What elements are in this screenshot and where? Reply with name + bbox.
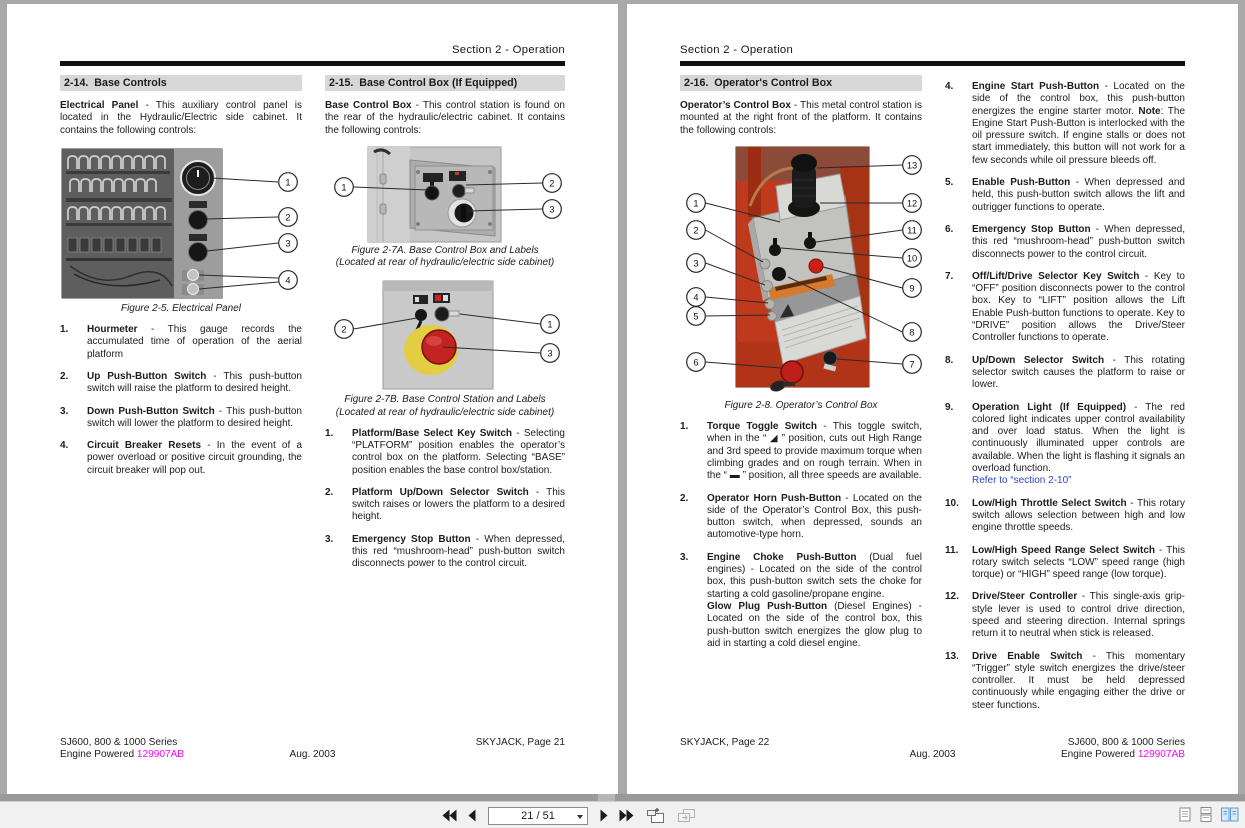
figure-2-5-caption: Figure 2-5. Electrical Panel [120,302,242,314]
callout-3 [279,234,298,253]
list-item-number: 6. [945,223,954,235]
callout-10 [903,249,922,268]
svg-text:11: 11 [907,225,917,236]
page21-column-2 [325,75,565,581]
callout-8 [903,323,922,342]
callout-2 [687,221,706,240]
callout-5 [687,307,706,326]
list-item-number: 3. [60,405,69,417]
figure-2-7b-caption: Figure 2-7B. Base Control Station and Labels (Located at rear of hydraulic/electric side cabinet) [335,394,555,418]
next-page-icon [599,809,609,822]
svg-text:2: 2 [549,178,555,189]
list-item-number: 10. [945,497,959,509]
callout-6 [687,353,706,372]
page-number-input[interactable] [488,807,588,825]
list-item [325,428,565,477]
list-item-text: Platform/Base Select Key Switch - Selecting “PLATFORM” position enables the operator’s control box on the platform. Selecting “BASE” position enables the base control box/station. [352,427,565,476]
page21-column-1 [60,75,302,487]
continuous-view-button[interactable] [1200,807,1212,822]
list-item [945,498,1185,535]
svg-text:4: 4 [693,292,699,303]
callout-13 [903,156,922,175]
list-item-text: Platform Up/Down Selector Switch - This switch raises or lowers the platform to a desired height. [352,486,565,523]
figure-2-7a-caption: Figure 2-7A. Base Control Box and Labels (Located at rear of hydraulic/electric side cabinet) [335,244,555,269]
list-item-number: 11. [945,544,959,556]
callout-2 [335,320,354,339]
running-header: Section 2 - Operation [451,44,565,56]
pdf-page-22 [627,4,1238,794]
list-item [325,534,565,571]
list-item [945,651,1185,712]
footer-date: Aug. 2003 [289,749,336,760]
list-item-number: 8. [945,354,954,366]
svg-text:3: 3 [549,204,555,215]
list-item-text: Low/High Speed Range Select Switch - This rotary switch selects “LOW” speed range (high torque) or “HIGH” speed range (low torque). [972,544,1185,581]
figure-2-7b-base-control-station-photo [325,278,565,392]
callout-9 [903,279,922,298]
callout-1 [335,178,354,197]
callout-7 [903,355,922,374]
list-item-text: Drive/Steer Controller - This single-axis grip-style lever is used to control drive direction, speed and steering direction. Internal springs return it to neutral when stick is released. [972,591,1185,640]
callout-12 [903,194,922,213]
footer-series: SJ600, 800 & 1000 Series Engine Powered 129907AB [60,737,185,760]
callout-4 [687,288,706,307]
list-item-number: 5. [945,177,954,189]
page-navigation [436,805,702,826]
new-window-button[interactable] [646,808,665,824]
list-item-text: Emergency Stop Button - When depressed, this red “mushroom-head” push-button switch disconnects power to the control circuit. [972,223,1186,260]
svg-text:2: 2 [285,212,291,223]
section-heading-2-14: 2-14. Base Controls [60,75,302,91]
svg-text:3: 3 [547,348,553,359]
page-view-modes [1179,807,1239,822]
svg-text:1: 1 [285,177,291,188]
svg-text:12: 12 [906,198,918,209]
intro-paragraph: Operator’s Control Box - This metal control station is mounted at the right front of the platform. It contains the following controls: [680,100,922,136]
cascade-windows-button[interactable] [677,808,696,823]
figure-2-7a-base-control-box-photo [325,146,565,243]
list-item [945,224,1185,261]
svg-text:9: 9 [909,283,915,294]
figure-2-8-caption: Figure 2-8. Operator’s Control Box [724,399,878,411]
footer-page-number: SKYJACK, Page 21 [475,737,565,748]
list-item-number: 1. [680,421,689,433]
list-item-text: Circuit Breaker Resets - In the event of a power overload or positive circuit grounding, the circuit breaker will pop out. [87,440,302,476]
callout-1 [279,173,298,192]
svg-text:8: 8 [909,327,915,338]
callout-3 [687,254,706,273]
svg-text:3: 3 [285,238,291,249]
two-page-view-button[interactable] [1221,807,1239,822]
list-item-number: 9. [945,401,954,413]
list-item-text: Up Push-Button Switch - This push-button switch will raise the platform to desired height. [87,370,302,395]
single-page-view-icon [1179,807,1191,822]
list-item-text: Down Push-Button Switch - This push-button switch will lower the platform to desired height. [87,405,302,429]
list-item-text: Operation Light (If Equipped) - The red colored light indicates upper control availability and over load status. When the light is continuously illuminated upper controls are available. When the light is flashing it signals an overload function. Refer to “section 2-10” [972,401,1185,487]
list-item [60,406,302,431]
list-item-number: 4. [945,81,954,92]
list-item-text: Low/High Throttle Select Switch - This rotary switch allows selection between high and low engine throttle speeds. [972,497,1186,534]
svg-text:5: 5 [693,311,699,322]
list-item-text: Torque Toggle Switch - This toggle switch, when in the “ ◢ ” position, cuts out High Range and 3rd speed to provide maximum torque when climbing grades and on rough terrain. When in the “ ▬ ” position, all three speeds are available. [707,421,922,482]
list-item [60,440,302,477]
page22-column-1 [680,75,922,660]
section-heading-2-16: 2-16. Operator's Control Box [680,75,922,91]
list-item [945,271,1185,345]
list-item [325,487,565,524]
list-item-number: 2. [60,370,69,382]
callout-2 [279,208,298,227]
list-item [945,177,1185,214]
single-page-view-button[interactable] [1179,807,1191,822]
header-rule [680,61,1185,66]
intro-paragraph: Base Control Box - This control station is found on the rear of the hydraulic/electric cabinet. It contains the following controls: [325,100,565,136]
callout-3 [543,200,562,219]
svg-text:1: 1 [547,319,553,330]
svg-text:1: 1 [693,198,699,209]
page-gap-shadow [598,794,615,801]
list-item [60,324,302,361]
running-header: Section 2 - Operation [680,44,794,56]
list-item [680,493,922,542]
list-item-number: 12. [945,591,959,603]
first-page-icon [441,809,457,822]
list-item-text: Engine Choke Push-Button (Dual fuel engines) - Located on the side of the control box, this push-button switch sets the choke for starting a cold gasoline/propane engine. Glow Plug Push-Button (Diesel Engines) - Located on the side of the control box, this push-button switch energizes the glow plug to aid in starting a cold diesel engine. [707,551,922,649]
list-item-number: 4. [60,440,69,452]
page-number-value: 21 / 51 [521,809,555,822]
callout-2 [543,174,562,193]
intro-paragraph: Electrical Panel - This auxiliary control panel is located in the Hydraulic/Electric side cabinet. It contains the following controls: [60,100,302,136]
svg-text:6: 6 [693,357,699,368]
callout-1 [687,194,706,213]
two-page-view-icon [1221,807,1239,822]
page-background-strip [0,794,1245,801]
footer-series: SJ600, 800 & 1000 Series Engine Powered 129907AB [1060,737,1185,760]
next-page-button[interactable] [599,809,609,823]
section-2-10-link[interactable]: Refer to “section 2-10” [972,475,1072,487]
list-item-text: Operator Horn Push-Button - Located on the side of the Operator’s Control Box, this push-button switch, when depressed, sounds an automotive-type horn. [707,492,922,541]
list-item-text: Engine Start Push-Button - Located on the side of the control box, this push-button energizes the engine starter motor. Note: The Engine Start Push-Button is interlocked with the oil pressure switch. If engine stalls or does not start immediately, this button will not work for a few seconds while oil pressure bleeds off. [972,81,1186,166]
svg-text:7: 7 [909,359,915,370]
page22-column-2 [945,81,1185,722]
svg-text:13: 13 [906,160,918,171]
figure-2-8-operators-control-box-photo [680,146,922,398]
list-item [945,81,1185,167]
list-item-number: 1. [325,427,334,439]
list-item-number: 13. [945,650,959,662]
list-item-number: 2. [325,486,334,498]
list-item-text: Enable Push-Button - When depressed and held, this push-button switch allows the lift and outrigger functions to operate. [972,177,1185,213]
list-item-text: Up/Down Selector Switch - This rotating selector switch causes the platform to raise or lower. [972,354,1185,391]
header-rule [60,61,565,66]
continuous-view-icon [1200,807,1212,822]
last-page-icon [619,809,635,822]
list-item-text: Off/Lift/Drive Selector Key Switch - Key to “OFF” position disconnects power to the control box. Key to “LIFT” position allows the Lift Enable Push-button functions to operate. Key to “DRIVE” position allows the Drive/Steer Controller functions to operate. [972,270,1185,344]
last-page-button[interactable] [619,809,635,823]
list-item [945,402,1185,488]
list-item [680,552,922,650]
previous-page-icon [467,809,477,822]
svg-text:1: 1 [341,182,347,193]
list-item-text: Emergency Stop Button - When depressed, this red “mushroom-head” push-button switch disconnects power to the control circuit. [352,533,566,570]
cascade-windows-icon [677,808,696,823]
callout-1 [541,315,560,334]
svg-text:2: 2 [341,324,347,335]
figure-2-5-electrical-panel-photo [60,146,302,301]
svg-text:10: 10 [906,253,918,264]
viewer-toolbar [0,801,1245,828]
first-page-button[interactable] [441,809,457,823]
list-item-text: Hourmeter - This gauge records the accumulated time of operation of the aerial platform [87,324,302,360]
svg-text:4: 4 [285,275,291,286]
list-item [680,421,922,482]
list-item-number: 3. [325,533,334,545]
callout-3 [541,344,560,363]
list-item [945,545,1185,582]
new-window-icon [646,808,665,824]
callout-11 [903,221,922,240]
list-item-number: 2. [680,492,689,504]
list-item-text: Drive Enable Switch - This momentary “Trigger” style switch energizes the drive/steer controller. It must be held depressed continuously while engaging either the drive or steer functions. [972,650,1186,711]
previous-page-button[interactable] [467,809,477,823]
chevron-down-icon[interactable] [577,815,583,819]
list-item-number: 3. [680,551,689,563]
part-number: 129907AB [1137,749,1185,760]
list-item [60,371,302,396]
pdf-page-21 [7,4,618,794]
svg-text:3: 3 [693,258,699,269]
list-item [945,355,1185,392]
svg-text:2: 2 [693,225,699,236]
list-item-number: 1. [60,324,69,336]
list-item-number: 7. [945,270,954,282]
callout-4 [279,271,298,290]
footer-page-number: SKYJACK, Page 22 [680,737,770,748]
section-heading-2-15: 2-15. Base Control Box (If Equipped) [325,75,565,91]
footer-date: Aug. 2003 [909,749,956,760]
list-item [945,591,1185,640]
part-number: 129907AB [136,749,185,760]
